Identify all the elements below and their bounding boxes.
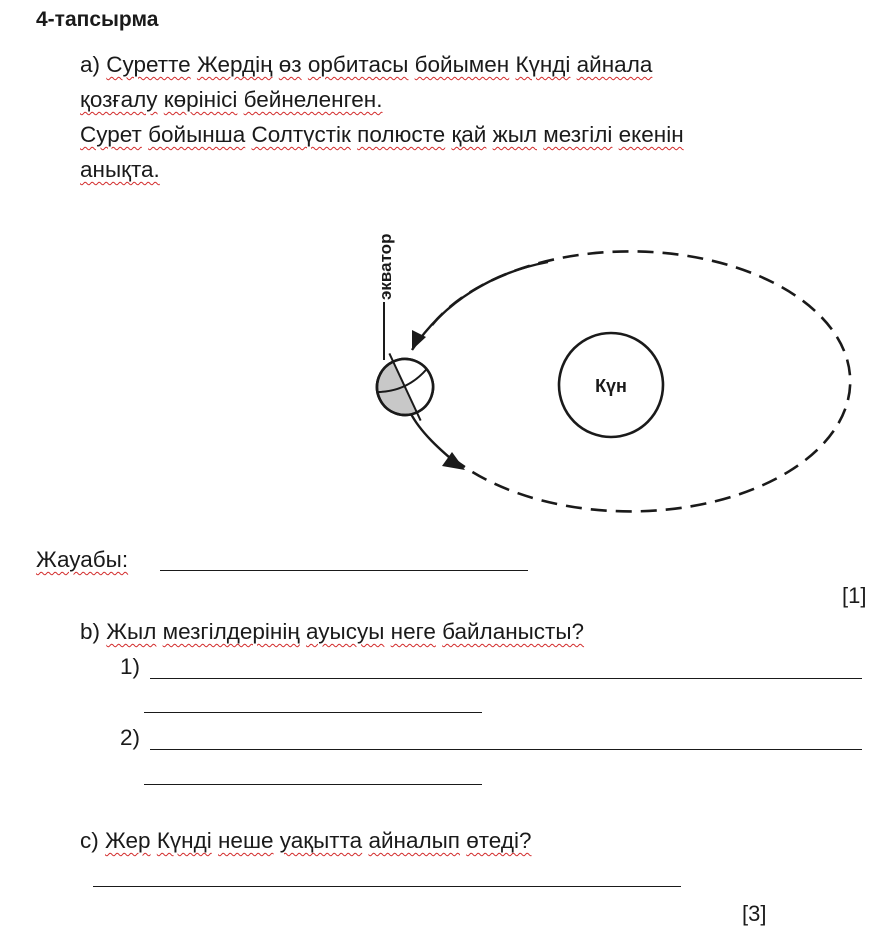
answer-line-b2-b[interactable] bbox=[144, 784, 482, 785]
sun-label: Күн bbox=[595, 376, 627, 396]
part-b-item-1-marker: 1) bbox=[120, 654, 141, 679]
equator-label: экватор bbox=[376, 233, 395, 300]
part-b-item-2-marker: 2) bbox=[120, 725, 141, 750]
part-c-marker: c) bbox=[80, 828, 99, 853]
earth bbox=[364, 340, 450, 432]
answer-line-b1-a[interactable] bbox=[150, 678, 862, 679]
part-a-line-2: қозғалу көрінісі бейнеленген. bbox=[80, 87, 383, 112]
answer-line-c[interactable] bbox=[93, 886, 681, 887]
part-b-question: b) Жыл мезгілдерінің ауысуы неге байланысты? bbox=[80, 619, 585, 644]
answer-label: Жауабы: bbox=[36, 547, 129, 572]
task-title: 4-тапсырма bbox=[36, 8, 159, 31]
part-a-line-3: Сурет бойынша Солтүстік полюсте қай жыл мезгілі екенін bbox=[80, 122, 684, 147]
part-b-marker: b) bbox=[80, 619, 101, 644]
score-a: [1] bbox=[842, 583, 867, 608]
answer-line-b1-b[interactable] bbox=[144, 712, 482, 713]
part-a-line-4: анықта. bbox=[80, 157, 160, 182]
score-c: [3] bbox=[742, 901, 767, 926]
orbit-arrow-top bbox=[412, 262, 548, 350]
part-c-question: c) Жер Күнді неше уақытта айналып өтеді? bbox=[80, 828, 532, 853]
answer-line-b2-a[interactable] bbox=[150, 749, 862, 750]
answer-line-a[interactable] bbox=[160, 570, 528, 571]
part-a-marker: а) bbox=[80, 52, 101, 77]
part-a-line-1: а) Суретте Жердің өз орбитасы бойымен Күнді айнала bbox=[80, 52, 653, 77]
